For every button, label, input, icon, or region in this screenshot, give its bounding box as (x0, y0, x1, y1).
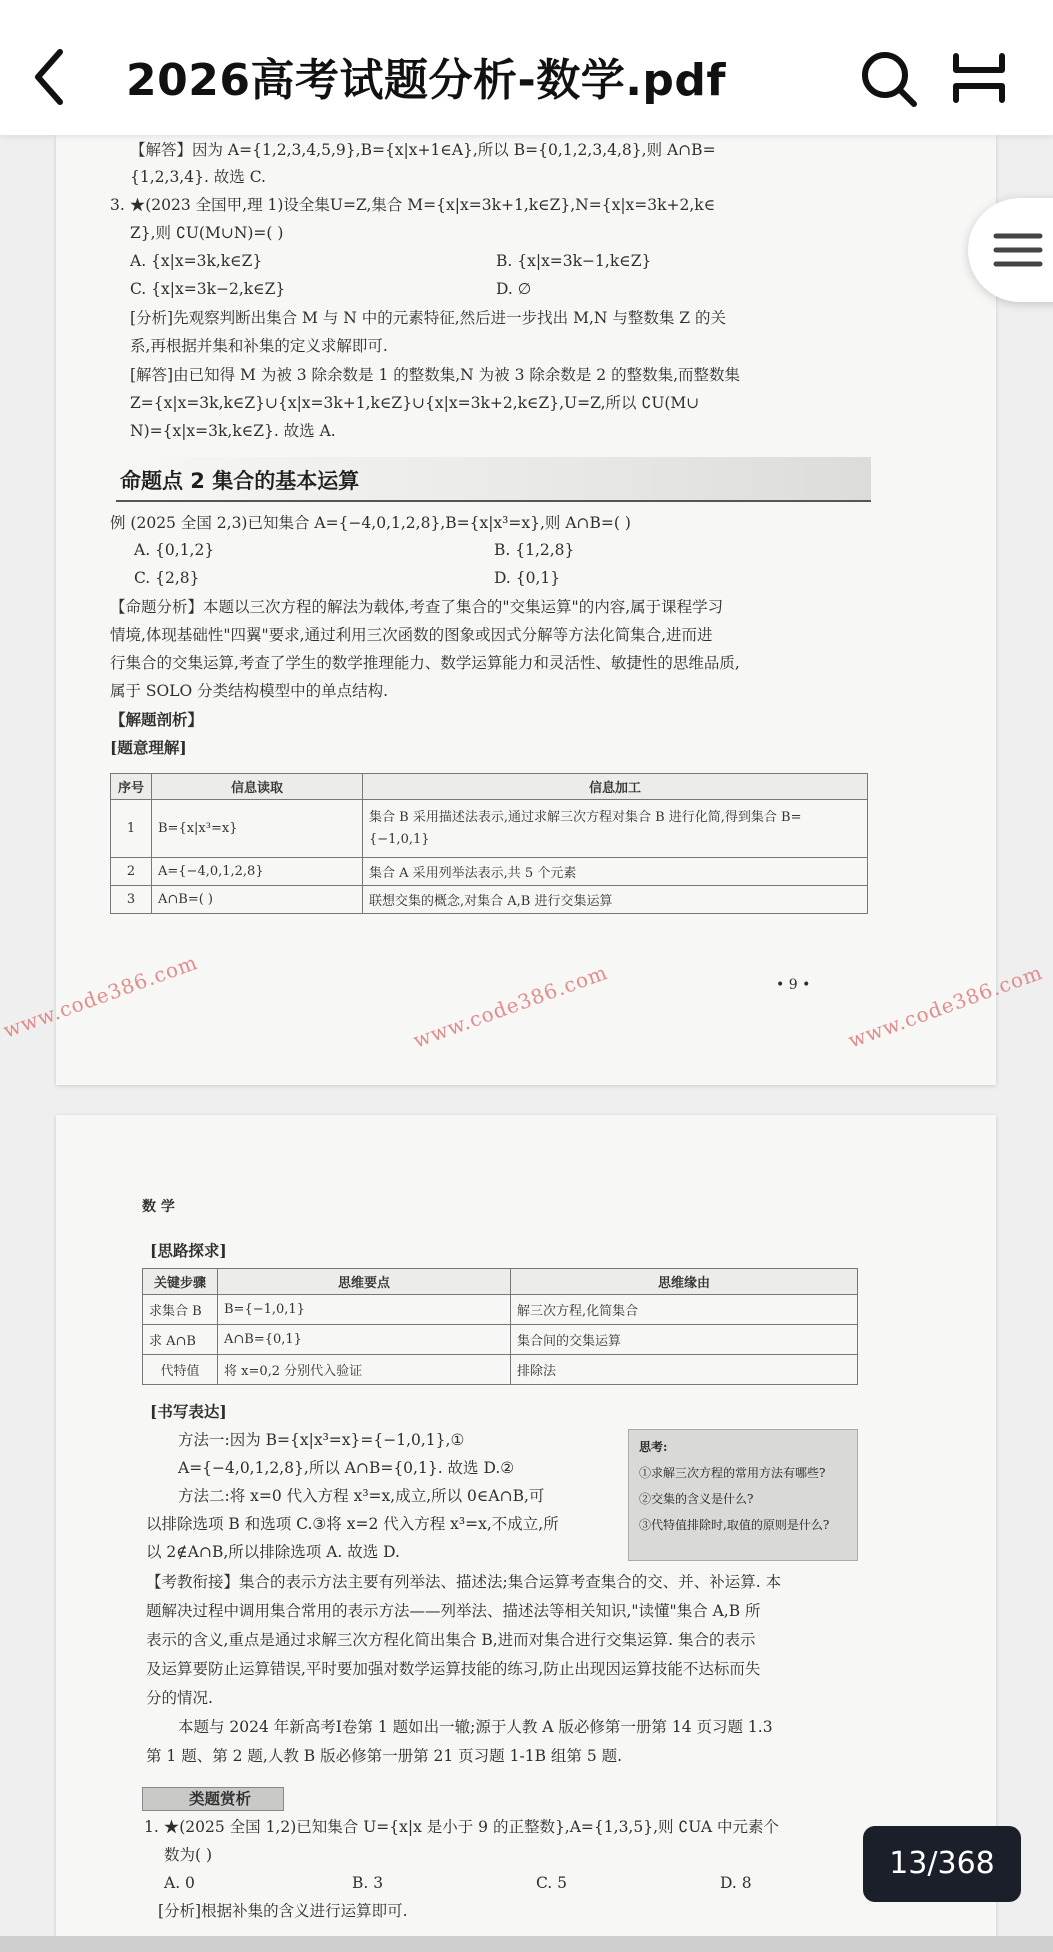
table-cell: 代特值 (143, 1355, 218, 1385)
option-b: B. 3 (352, 1874, 384, 1892)
label-silu: [思路探求] (150, 1241, 227, 1260)
option-c: C. {2,8} (134, 569, 200, 587)
table-cell: A∩B={0,1} (218, 1325, 511, 1355)
think-item: ②交集的含义是什么? (639, 1492, 754, 1506)
tag-label: 类题赏析 (189, 1789, 252, 1808)
think-item: ①求解三次方程的常用方法有哪些? (639, 1466, 826, 1480)
table-cell: 3 (111, 886, 152, 914)
text-line: 行集合的交集运算,考查了学生的数学推理能力、数学运算能力和灵活性、敏捷性的思维品质, (110, 654, 740, 672)
info-table (110, 773, 868, 914)
table-header: 思维要点 (218, 1269, 511, 1295)
table-row (143, 1325, 858, 1355)
table-cell: 求 A∩B (143, 1325, 218, 1355)
text-line: N)={x|x=3k,k∈Z}. 故选 A. (130, 422, 336, 440)
pdf-page-10 (56, 1115, 996, 1952)
section-title: 命题点 2 集合的基本运算 (120, 469, 360, 493)
table-row (111, 886, 868, 914)
label-tiyi: [题意理解] (110, 738, 187, 757)
table-row (143, 1355, 858, 1385)
table-cell: 1 (111, 800, 152, 858)
watermark: www.code386.com (410, 959, 611, 1053)
text-line: [解答]由已知得 M 为被 3 除余数是 1 的整数集,N 为被 3 除余数是 2 的整数集,而整数集 (130, 366, 741, 384)
para-line: 表示的含义,重点是通过求解三次方程化简出集合 B,进而对集合进行交集运算. 集合的表示 (146, 1631, 756, 1649)
method-line: 以 2∉A∩B,所以排除选项 A. 故选 D. (146, 1543, 400, 1561)
think-title: 思考: (639, 1440, 668, 1454)
text-line: 属于 SOLO 分类结构模型中的单点结构. (110, 682, 389, 700)
option-d: D. 8 (720, 1874, 752, 1892)
think-box (628, 1429, 858, 1561)
method-line: 以排除选项 B 和选项 C.③将 x=2 代入方程 x³=x,不成立,所 (146, 1515, 559, 1533)
think-item: ③代特值排除时,取值的原则是什么? (639, 1518, 830, 1532)
para-line: 本题与 2024 年新高考Ⅰ卷第 1 题如出一辙;源于人教 A 版必修第一册第 14 页习题 1.3 (178, 1718, 773, 1736)
thinking-table (142, 1268, 858, 1385)
table-cell: 集合 B 采用描述法表示,通过求解三次方程对集合 B 进行化简,得到集合 B={−1,0,1} (363, 800, 868, 858)
option-b: B. {1,2,8} (494, 541, 575, 559)
para-line: 题解决过程中调用集合常用的表示方法——列举法、描述法等相关知识,"读懂"集合 A,B 所 (146, 1602, 761, 1620)
bottom-bar (0, 1936, 1053, 1952)
question-line: 数为( ) (164, 1846, 213, 1864)
method-line: A={−4,0,1,2,8},所以 A∩B={0,1}. 故选 D.② (178, 1459, 515, 1477)
method-line: 方法二:将 x=0 代入方程 x³=x,成立,所以 0∈A∩B,可 (178, 1487, 545, 1505)
back-chevron-icon[interactable] (26, 40, 82, 114)
table-cell: A∩B=( ) (152, 886, 363, 914)
text-line: 系,再根据并集和补集的定义求解即可. (130, 337, 388, 355)
table-cell: 2 (111, 858, 152, 886)
table-cell: 集合 A 采用列举法表示,共 5 个元素 (363, 858, 868, 886)
question-line: 1. ★(2025 全国 1,2)已知集合 U={x|x 是小于 9 的正整数},A={1,3,5},则 ∁UA 中元素个 (144, 1818, 780, 1836)
analysis-line: [分析]根据补集的含义进行运算即可. (158, 1902, 408, 1920)
table-header: 信息读取 (152, 774, 363, 800)
table-row (111, 800, 868, 858)
text-line: 【命题分析】本题以三次方程的解法为载体,考查了集合的"交集运算"的内容,属于课程学习 (110, 598, 724, 616)
table-cell: B={x|x³=x} (152, 800, 363, 858)
section-header-rule (116, 500, 871, 502)
option-b: B. {x|x=3k−1,k∈Z} (496, 252, 652, 270)
hamburger-icon (996, 236, 1040, 264)
table-header: 思维缘由 (511, 1269, 858, 1295)
watermark: www.code386.com (845, 959, 1046, 1053)
text-line: Z={x|x=3k,k∈Z}∪{x|x=3k+1,k∈Z}∪{x|x=3k+2,k∈Z},U=Z,所以 ∁U(M∪ (130, 394, 700, 412)
para-line: 第 1 题、第 2 题,人教 B 版必修第一册第 21 页习题 1-1B 组第 5 题. (146, 1747, 623, 1765)
table-cell: 解三次方程,化简集合 (511, 1295, 858, 1325)
option-d: D. ∅ (496, 280, 532, 298)
table-cell: 求集合 B (143, 1295, 218, 1325)
label-shuxie: [书写表达] (150, 1402, 227, 1421)
para-line: 及运算要防止运算错误,平时要加强对数学运算技能的练习,防止出现因运算技能不达标而失 (146, 1660, 761, 1678)
table-cell: 排除法 (511, 1355, 858, 1385)
page-number: • 9 • (776, 977, 811, 993)
table-row (111, 858, 868, 886)
option-c: C. {x|x=3k−2,k∈Z} (130, 280, 286, 298)
option-a: A. {x|x=3k,k∈Z} (130, 252, 263, 270)
option-a: A. 0 (164, 1874, 195, 1892)
table-cell: 将 x=0,2 分别代入验证 (218, 1355, 511, 1385)
option-a: A. {0,1,2} (134, 541, 215, 559)
label-jieti: 【解题剖析】 (110, 710, 204, 729)
text-line: 情境,体现基础性"四翼"要求,通过利用三次函数的图象或因式分解等方法化简集合,进而进 (110, 626, 713, 644)
option-d: D. {0,1} (494, 569, 561, 587)
text-line: [分析]先观察判断出集合 M 与 N 中的元素特征,然后进一步找出 M,N 与整数集 Z 的关 (130, 309, 727, 327)
page-indicator: 13/368 (863, 1826, 1021, 1902)
document-title: 2026高考试题分析-数学.pdf (126, 55, 727, 106)
method-line: 方法一:因为 B={x|x³=x}={−1,0,1},① (178, 1431, 465, 1449)
example-question: 例 (2025 全国 2,3)已知集合 A={−4,0,1,2,8},B={x|x³=x},则 A∩B=( ) (110, 514, 631, 532)
search-icon[interactable] (858, 48, 920, 110)
collapse-icon[interactable] (950, 50, 1008, 106)
table-cell: B={−1,0,1} (218, 1295, 511, 1325)
running-head: 数 学 (142, 1199, 175, 1215)
tag-box (142, 1787, 284, 1811)
option-c: C. 5 (536, 1874, 568, 1892)
table-cell: A={−4,0,1,2,8} (152, 858, 363, 886)
table-row (143, 1295, 858, 1325)
top-bar (0, 0, 1053, 135)
table-cell: 联想交集的概念,对集合 A,B 进行交集运算 (363, 886, 868, 914)
table-header: 关键步骤 (143, 1269, 218, 1295)
text-line: {1,2,3,4}. 故选 C. (130, 168, 266, 186)
table-header: 序号 (111, 774, 152, 800)
text-line: 【解答】因为 A={1,2,3,4,5,9},B={x|x+1∈A},所以 B={0,1,2,3,4,8},则 A∩B= (130, 141, 716, 159)
table-header: 信息加工 (363, 774, 868, 800)
para-line: 【考教衔接】集合的表示方法主要有列举法、描述法;集合运算考查集合的交、并、补运算. 本 (146, 1573, 782, 1591)
text-line: 3. ★(2023 全国甲,理 1)设全集U=Z,集合 M={x|x=3k+1,k∈Z},N={x|x=3k+2,k∈ (110, 196, 716, 214)
text-line: Z},则 ∁U(M∪N)=( ) (130, 224, 284, 242)
pdf-page-9 (56, 135, 996, 1085)
watermark: www.code386.com (0, 949, 201, 1043)
table-cell: 集合间的交集运算 (511, 1325, 858, 1355)
para-line: 分的情况. (146, 1689, 213, 1707)
